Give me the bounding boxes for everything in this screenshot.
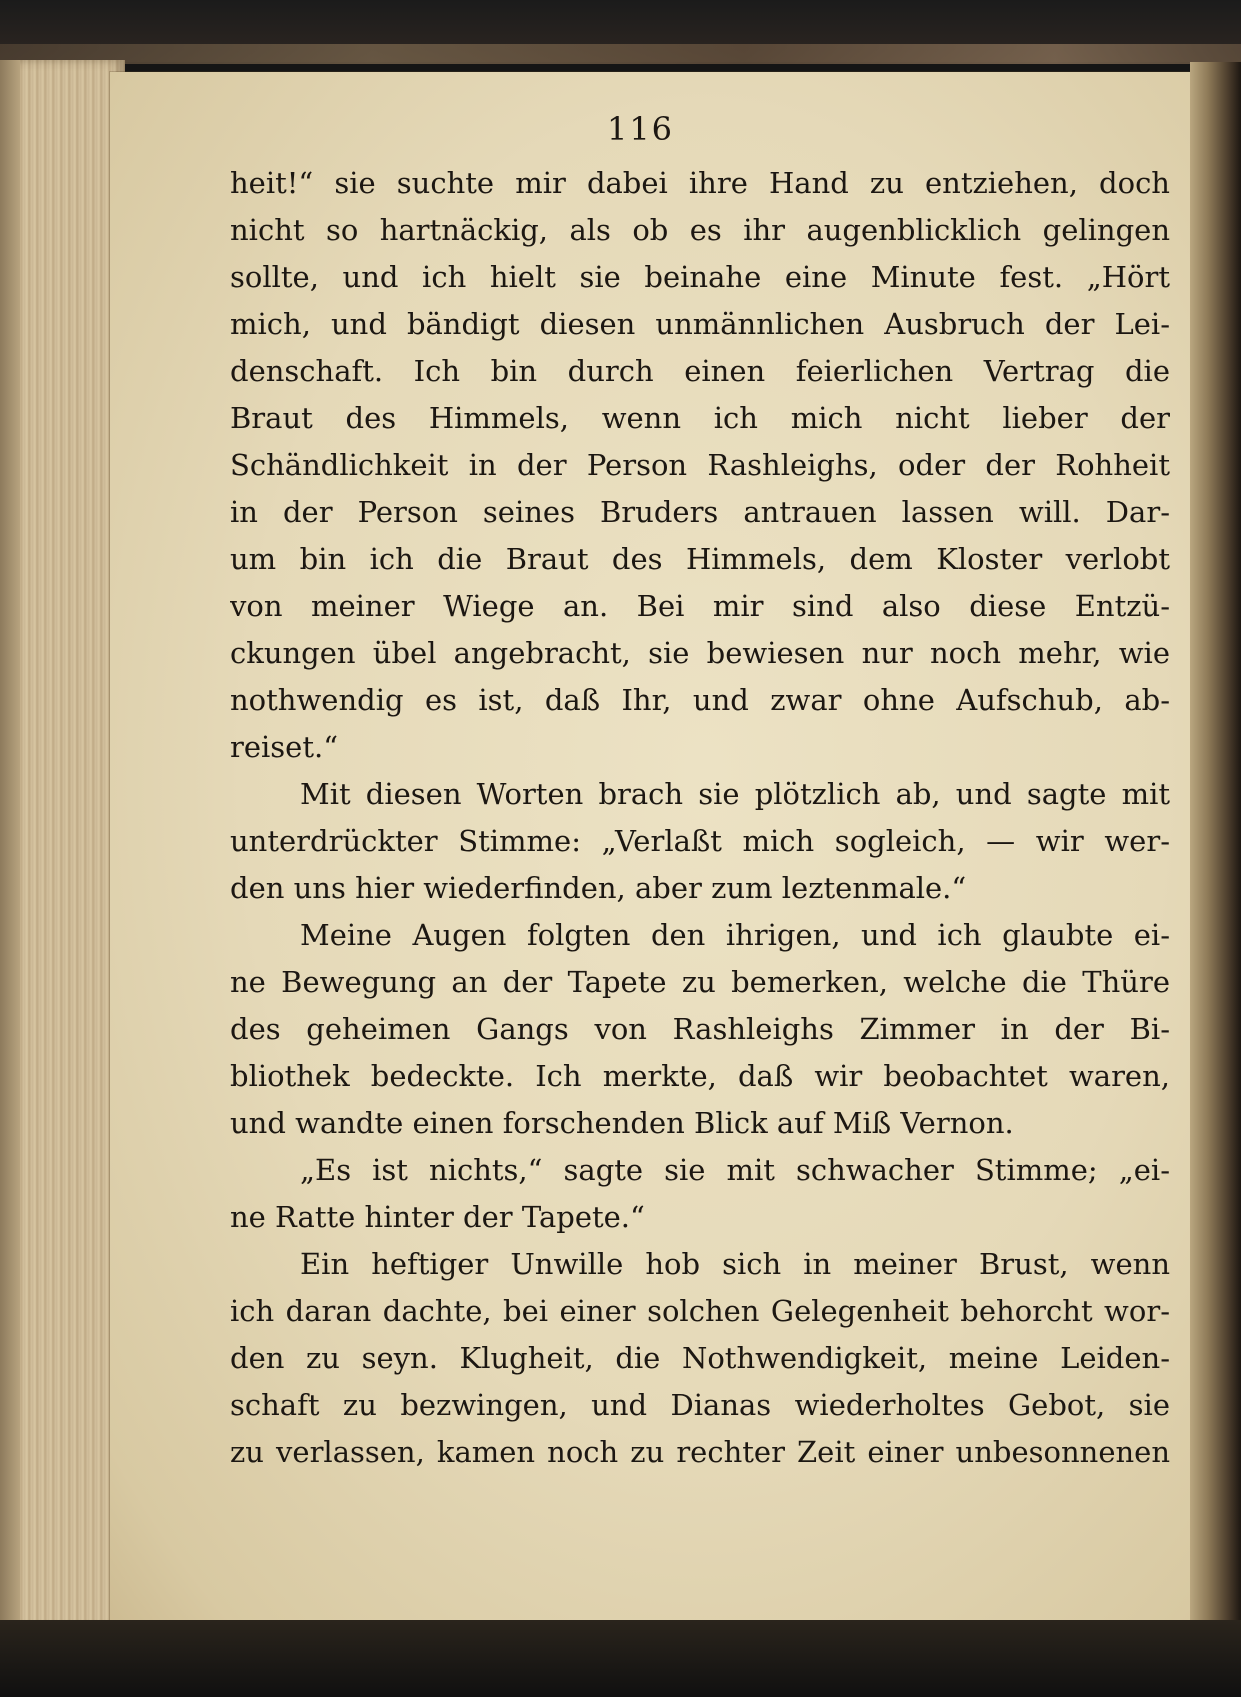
text-line: Schändlichkeit in der Person Rashleighs, oder der Rohheit: [230, 448, 1170, 482]
text-line: ne Ratte hinter der Tapete.“: [230, 1200, 645, 1234]
text-line: zu verlassen, kamen noch zu rechter Zeit einer unbesonnenen: [230, 1435, 1170, 1469]
text-line: nothwendig es ist, daß Ihr, und zwar ohne Aufschub, ab-: [230, 683, 1170, 717]
text-line: reiset.“: [230, 730, 339, 764]
text-line: ich daran dachte, bei einer solchen Gelegenheit behorcht wor-: [230, 1294, 1170, 1328]
page-number: 116: [606, 110, 675, 148]
text-line: Mit diesen Worten brach sie plötzlich ab, und sagte mit: [300, 777, 1170, 811]
text-line: den uns hier wiederfinden, aber zum leztenmale.“: [230, 871, 967, 905]
text-line: sollte, und ich hielt sie beinahe eine Minute fest. „Hört: [230, 260, 1170, 294]
book-spine-gutter: [1190, 62, 1241, 1637]
text-line: von meiner Wiege an. Bei mir sind also diese Entzü-: [230, 589, 1170, 623]
text-line: um bin ich die Braut des Himmels, dem Kloster verlobt: [230, 542, 1170, 576]
text-line: Ein heftiger Unwille hob sich in meiner Brust, wenn: [300, 1247, 1170, 1281]
text-line: heit!“ sie suchte mir dabei ihre Hand zu entziehen, doch: [230, 166, 1170, 200]
text-line: nicht so hartnäckig, als ob es ihr augenblicklich gelingen: [230, 213, 1170, 247]
cover-binding-band: [0, 44, 1241, 64]
bottom-shadow: [0, 1620, 1241, 1697]
text-line: ckungen übel angebracht, sie bewiesen nur noch mehr, wie: [230, 636, 1170, 670]
text-line: ne Bewegung an der Tapete zu bemerken, welche die Thüre: [230, 965, 1170, 999]
text-line: des geheimen Gangs von Rashleighs Zimmer in der Bi-: [230, 1012, 1170, 1046]
text-line: bliothek bedeckte. Ich merkte, daß wir beobachtet waren,: [230, 1059, 1170, 1093]
page-edge-shadow: [0, 60, 20, 1630]
text-line: unterdrückter Stimme: „Verlaßt mich sogleich, — wir wer-: [230, 824, 1170, 858]
page-text-block: [230, 160, 1170, 1476]
text-line: denschaft. Ich bin durch einen feierlichen Vertrag die: [230, 354, 1170, 388]
text-line: Braut des Himmels, wenn ich mich nicht lieber der: [230, 401, 1170, 435]
text-line: „Es ist nichts,“ sagte sie mit schwacher Stimme; „ei-: [300, 1153, 1170, 1187]
text-line: mich, und bändigt diesen unmännlichen Ausbruch der Lei-: [230, 307, 1170, 341]
text-line: Meine Augen folgten den ihrigen, und ich glaubte ei-: [300, 918, 1170, 952]
text-line: in der Person seines Bruders antrauen lassen will. Dar-: [230, 495, 1170, 529]
text-line: den zu seyn. Klugheit, die Nothwendigkeit, meine Leiden-: [230, 1341, 1170, 1375]
text-line: und wandte einen forschenden Blick auf Miß Vernon.: [230, 1106, 1014, 1140]
text-line: schaft zu bezwingen, und Dianas wiederholtes Gebot, sie: [230, 1388, 1170, 1422]
